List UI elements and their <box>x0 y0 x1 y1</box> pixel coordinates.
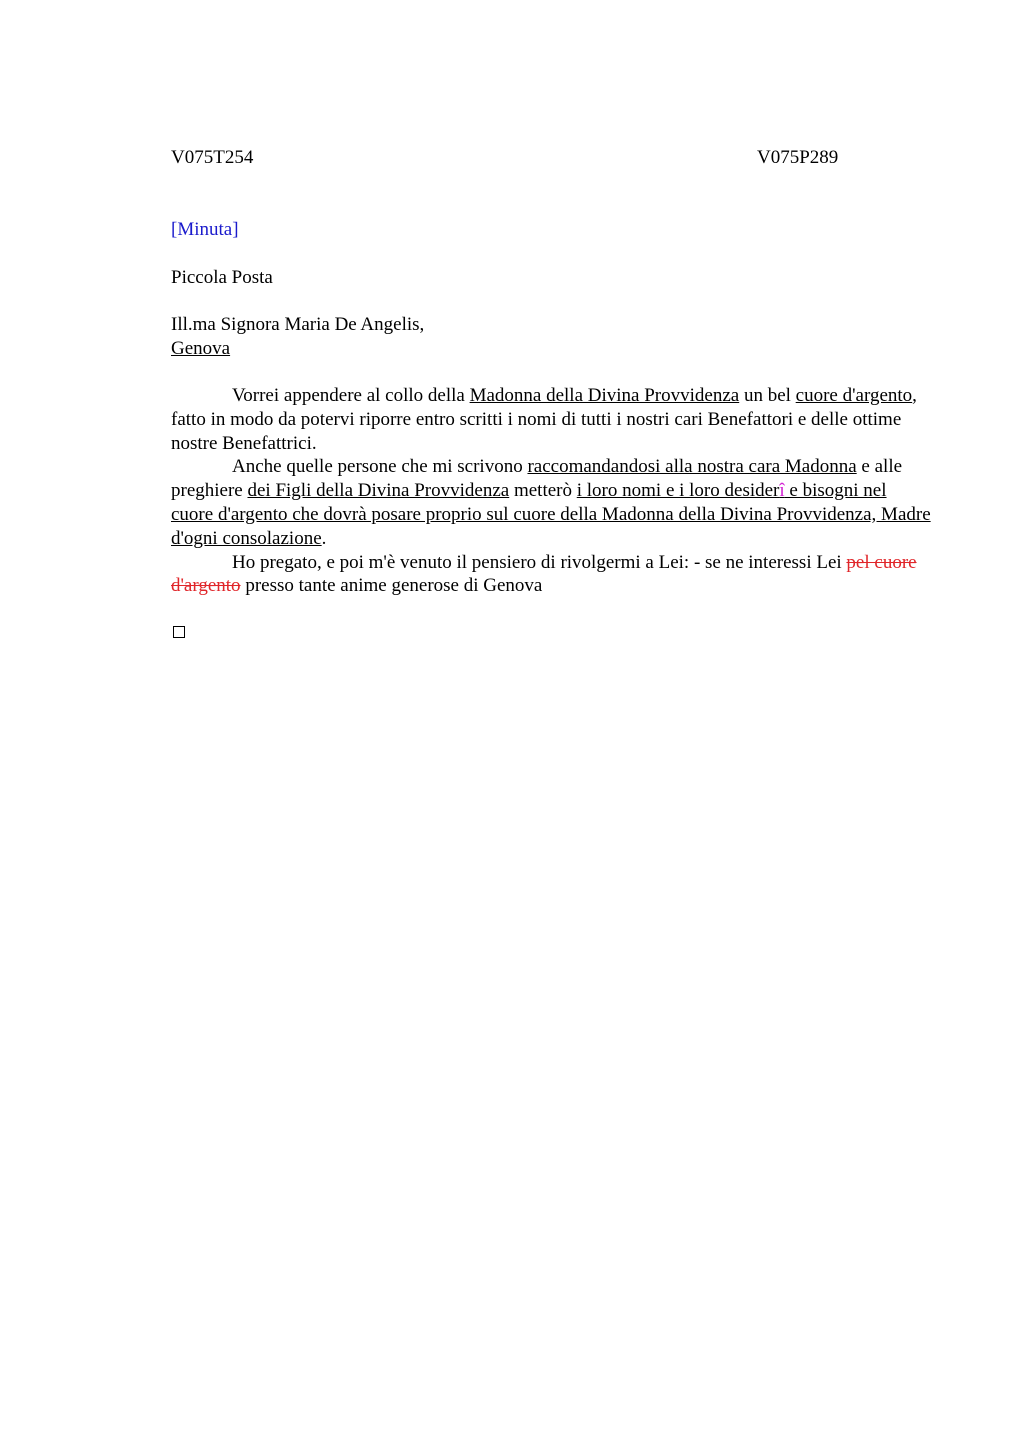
plain-text: e alle preghiere <box>171 456 903 502</box>
document-code-left: V075T254 <box>171 147 254 168</box>
plain-text: presso tante anime generose di Genova <box>240 575 543 597</box>
underlined-text: cuore d'argento <box>795 385 913 406</box>
plain-text: . <box>321 527 327 549</box>
address-block <box>171 313 424 361</box>
inserted-text: î <box>779 480 785 502</box>
letter-body <box>171 384 931 598</box>
recipient-line: Ill.ma Signora Maria De Angelis, <box>171 314 425 335</box>
plain-text: Anche quelle persone che mi scrivono <box>232 456 528 478</box>
plain-text: , fatto in modo da potervi riporre entro scritti i nomi di tutti i nostri cari Benefattori e delle ottime nostre Benefattrici. <box>171 385 917 454</box>
city-text: Genova <box>171 338 231 359</box>
underlined-text: Madonna della Divina Provvidenza <box>469 385 740 406</box>
plain-text: metterò <box>509 480 577 502</box>
underlined-text: e bisogni nel cuore d'argento che dovrà posare proprio sul cuore della Madonna della Divina Provvidenza, Madre d'ogni consolazione <box>171 480 931 549</box>
section-title: Piccola Posta <box>171 267 273 288</box>
body-paragraph <box>171 551 931 599</box>
deleted-text: pel cuore d'argento <box>171 551 917 597</box>
plain-text: Ho pregato, e poi m'è venuto il pensiero di rivolgermi a Lei: - se ne interessi Lei <box>232 551 847 573</box>
plain-text: un bel <box>739 385 796 406</box>
checkbox-icon <box>173 626 185 638</box>
body-paragraph <box>171 455 931 550</box>
body-paragraph <box>171 384 931 455</box>
document-code-right: V075P289 <box>757 147 839 168</box>
draft-note: [Minuta] <box>171 219 239 240</box>
city-line <box>171 337 424 361</box>
underlined-text: raccomandandosi alla nostra cara Madonna <box>527 456 857 478</box>
underlined-text: i loro nomi e i loro desider <box>576 480 780 502</box>
underlined-text: dei Figli della Divina Provvidenza <box>247 480 510 502</box>
plain-text: Vorrei appendere al collo della <box>232 385 470 406</box>
